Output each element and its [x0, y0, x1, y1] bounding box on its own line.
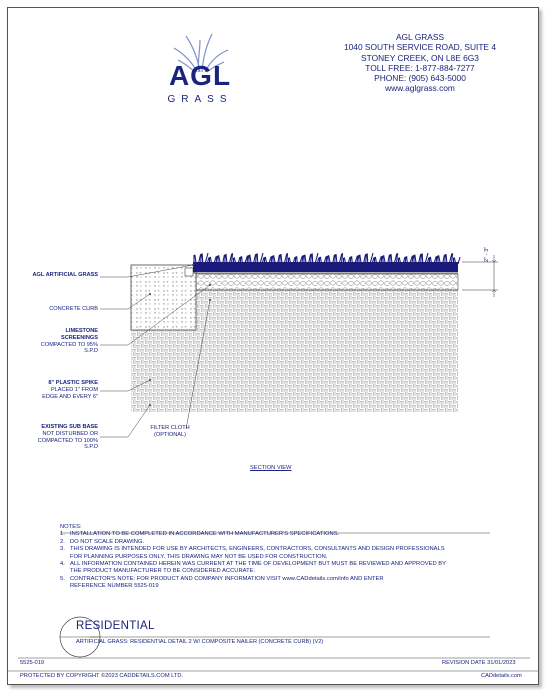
- dimension-label: 2" - 3": [484, 246, 490, 262]
- note-number: 1.: [60, 531, 65, 538]
- company-address-2: STONEY CREEK, ON L8E 6G3: [361, 52, 479, 63]
- callout-limestone-detail-2: S.P.D: [84, 348, 98, 355]
- note-number: [60, 554, 70, 561]
- callout-filter-line-2: (OPTIONAL): [153, 431, 186, 438]
- callout-limestone: [30, 328, 98, 355]
- note-number: [60, 568, 70, 575]
- company-name: AGL GRASS: [395, 32, 445, 42]
- copyright-notice: PROTECTED BY COPYRIGHT ©2023 CADDETAILS.COM LTD.: [20, 673, 184, 679]
- notes-list: [60, 531, 500, 590]
- caddetails-link[interactable]: CADdetails.com: [481, 673, 522, 679]
- drawing-title: RESIDENTIAL: [76, 620, 155, 632]
- dimension-marker: [462, 255, 498, 297]
- note-number: 2.: [60, 538, 65, 545]
- company-address-1: 1040 SOUTH SERVICE ROAD, SUITE 4: [343, 42, 497, 53]
- callout-spike-detail-2: EDGE AND EVERY 6": [42, 393, 98, 400]
- callout-subbase-title: EXISTING SUB BASE: [41, 424, 98, 430]
- note-line: [60, 561, 500, 568]
- note-line: [60, 546, 500, 553]
- note-line: [60, 576, 500, 583]
- note-text: INSTALLATION TO BE COMPLETED IN ACCORDANCE WITH MANUFACTURER'S SPECIFICATIONS.: [70, 531, 340, 538]
- company-tollfree: TOLL FREE: 1-877-884-7277: [365, 62, 475, 73]
- note-text: CONTRACTOR'S NOTE: FOR PRODUCT AND COMPANY INFORMATION VISIT www.CADdetails.com/info AND ENTER: [70, 575, 384, 582]
- note-line: [60, 554, 500, 561]
- callout-plastic-spike: [30, 380, 98, 400]
- logo-subword: GRASS: [167, 94, 233, 105]
- note-text: REFERENCE NUMBER 5525-019: [70, 583, 159, 590]
- section-view-label: SECTION VIEW: [250, 465, 292, 471]
- note-line: [60, 531, 500, 538]
- company-website: www.aglgrass.com: [385, 83, 455, 94]
- callout-subbase-detail-2: COMPACTED TO 100%: [37, 437, 98, 444]
- note-text: THE PRODUCT MANUFACTURER TO BE CONSIDERED ACCURATE.: [70, 568, 256, 575]
- drawing-subtitle: ARTIFICIAL GRASS: RESIDENTIAL DETAIL 2 W/ COMPOSITE NAILER (CONCRETE CURB) (V2): [76, 639, 324, 645]
- logo-wordmark: AGL: [168, 60, 232, 91]
- company-phone: PHONE: (905) 643-5000: [374, 73, 466, 84]
- callout-filter-cloth: [140, 425, 200, 439]
- callout-sub-base: [30, 424, 98, 451]
- reference-number: 5525-019: [20, 660, 45, 666]
- note-number: 3.: [60, 546, 65, 553]
- callout-limestone-title: LIMESTONE SCREENINGS: [61, 328, 98, 341]
- callout-artificial-grass-title: AGL ARTIFICIAL GRASS: [32, 272, 98, 278]
- callout-spike-detail-1: PLACED 1" FROM: [50, 386, 98, 393]
- limestone-layer: [196, 274, 458, 290]
- note-number: [60, 583, 70, 590]
- callout-filter-line-1: FILTER CLOTH: [150, 425, 190, 431]
- notes-block: [60, 524, 500, 591]
- callout-subbase-detail-1: NOT DISTURBED OR: [42, 430, 98, 437]
- callout-spike-title: 8" PLASTIC SPIKE: [48, 380, 98, 386]
- note-text: ALL INFORMATION CONTAINED HEREIN WAS CURRENT AT THE TIME OF DEVELOPMENT BUT MUST BE REVIEWED AND APPROVED BY: [70, 561, 447, 568]
- notes-heading: NOTES:: [60, 524, 82, 530]
- composite-nailer: [185, 268, 193, 276]
- note-text: THIS DRAWING IS INTENDED FOR USE BY ARCHITECTS, ENGINEERS, CONTRACTORS, CONSULTANTS AND DESIGN PROFESSIONALS: [70, 546, 445, 553]
- callout-artificial-grass: [30, 272, 98, 279]
- callout-limestone-detail-1: COMPACTED TO 95%: [40, 341, 98, 348]
- note-number: 5.: [60, 575, 65, 582]
- callout-subbase-detail-3: S.P.D: [84, 444, 98, 451]
- note-number: 4.: [60, 561, 65, 568]
- note-line: [60, 568, 500, 575]
- note-line: [60, 583, 500, 590]
- note-text: FOR PLANNING PURPOSES ONLY. THIS DRAWING MAY NOT BE USED FOR CONSTRUCTION.: [70, 553, 328, 560]
- callout-concrete-curb: CONCRETE CURB: [49, 306, 98, 312]
- revision-date: REVISION DATE 31/01/2023: [442, 660, 516, 666]
- note-line: [60, 539, 500, 546]
- note-text: DO NOT SCALE DRAWING.: [70, 538, 145, 545]
